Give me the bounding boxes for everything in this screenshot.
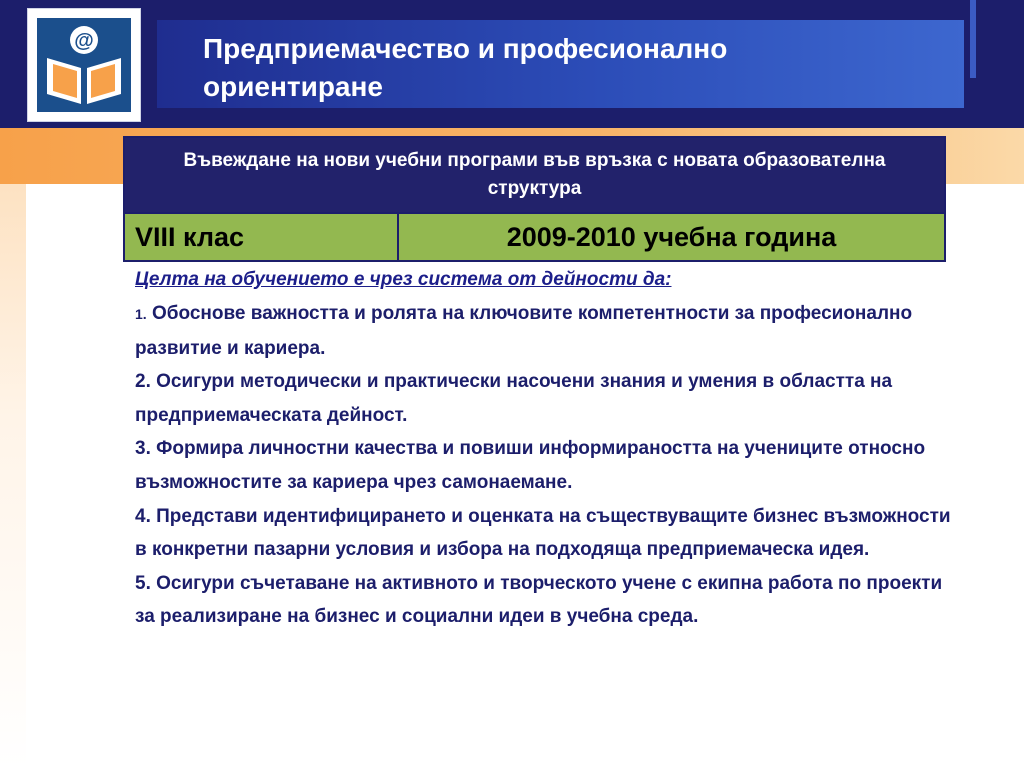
table-header: Въвеждане на нови учебни програми във връзка с новата образователна структура xyxy=(125,138,944,212)
left-fade xyxy=(0,184,26,768)
slide-title xyxy=(203,30,923,106)
item-text: Формира личностни качества и повиши информираността на учениците относно възможностите за кариера чрез самонаемане. xyxy=(135,438,926,493)
class-cell: VIII клас xyxy=(125,214,399,260)
list-item xyxy=(135,432,955,499)
list-item xyxy=(135,365,955,432)
item-number: 3. xyxy=(135,438,151,460)
at-symbol: @ xyxy=(74,30,94,52)
item-text: Обоснове важността и ролята на ключовите компетентности за професионално развитие и кариера. xyxy=(135,303,913,359)
open-book-icon xyxy=(37,18,131,112)
item-number: 2. xyxy=(135,371,151,393)
logo-background xyxy=(37,18,131,112)
goals-heading: Целта на обучението е чрез система от дейности да: xyxy=(135,269,672,290)
slide-title-line1: Предприемачество и професионално xyxy=(203,33,728,64)
item-text: Осигури съчетаване на активното и творческото учене с екипна работа по проекти за реализиране на бизнес и социални идеи в учебна среда. xyxy=(135,572,943,628)
list-item xyxy=(135,500,955,567)
item-number: 1. xyxy=(135,306,147,322)
info-table xyxy=(123,136,946,262)
item-number: 4. xyxy=(135,505,151,527)
item-number: 5. xyxy=(135,572,151,594)
goals-list xyxy=(135,297,955,634)
logo xyxy=(27,8,141,122)
list-item xyxy=(135,297,955,365)
year-cell: 2009-2010 учебна година xyxy=(506,222,837,252)
table-row xyxy=(125,212,944,260)
item-text: Осигури методически и практически насочени знания и умения в областта на предприемаческата дейност. xyxy=(135,371,893,426)
slide-title-line2: ориентиране xyxy=(203,71,383,102)
item-text: Представи идентифицирането и оценката на съществуващите бизнес възможности в конкретни пазарни условия и избора на подходяща предприемаческа идея. xyxy=(135,505,951,561)
title-accent xyxy=(970,0,976,78)
list-item xyxy=(135,567,955,634)
